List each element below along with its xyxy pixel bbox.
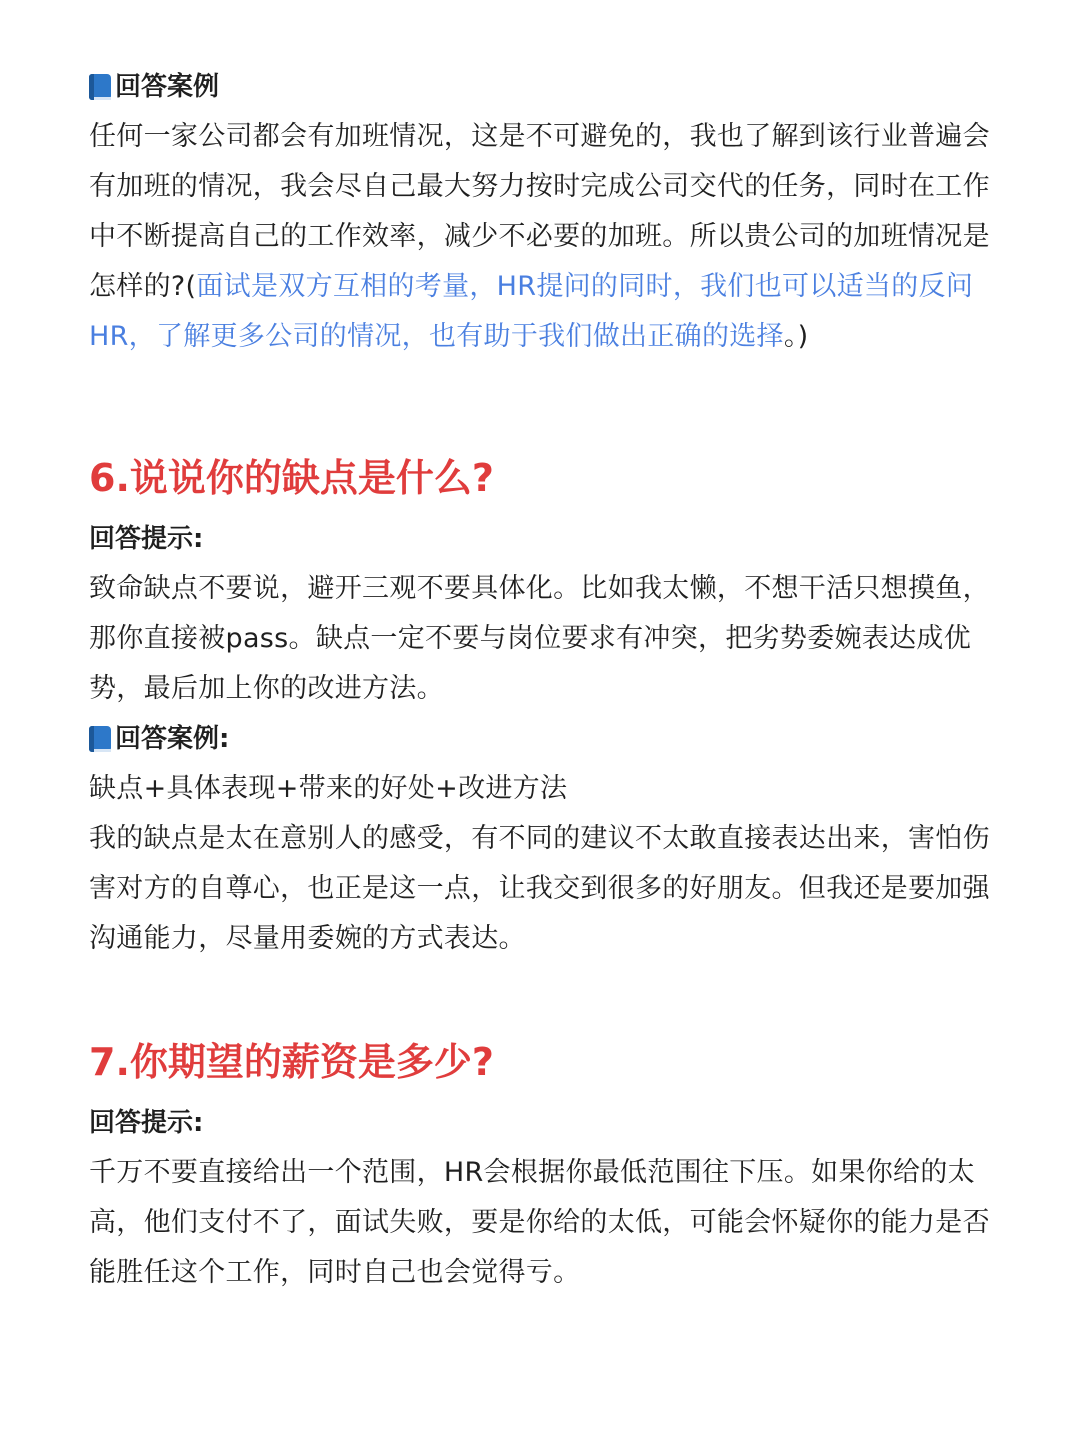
answer-example-label [89, 714, 994, 764]
paragraph-line-mixed [89, 312, 994, 362]
answer-hint-text: 回答提示: [89, 524, 204, 554]
paragraph-line: 千万不要直接给出一个范围，HR会根据你最低范围往下压。如果你给的太 [89, 1157, 975, 1188]
answer-example-text: 回答案例: [115, 724, 230, 754]
paragraph-line: 我的缺点是太在意别人的感受，有不同的建议不太敢直接表达出来，害怕伤 [89, 823, 990, 854]
blue-book-icon [89, 726, 111, 752]
paragraph-line: 害对方的自尊心，也正是这一点，让我交到很多的好朋友。但我还是要加强 [89, 873, 990, 904]
highlighted-note: 面试是双方互相的考量，HR提问的同时，我们也可以适当的反问 [196, 271, 974, 302]
paragraph-line-mixed [89, 262, 994, 312]
paragraph-text: 怎样的?( [89, 271, 197, 302]
paragraph-line: 势，最后加上你的改进方法。 [89, 673, 444, 704]
blue-book-icon [89, 74, 111, 100]
paragraph-line: 有加班的情况，我会尽自己最大努力按时完成公司交代的任务，同时在工作 [89, 171, 990, 202]
answer-hint-label [89, 514, 994, 564]
paragraph-line: 那你直接被pass。缺点一定不要与岗位要求有冲突，把劣势委婉表达成优 [89, 623, 972, 654]
question-7-title: 7.你期望的薪资是多少? [89, 1040, 494, 1084]
highlighted-note: HR，了解更多公司的情况，也有助于我们做出正确的选择 [89, 321, 784, 352]
paragraph-line: 缺点+具体表现+带来的好处+改进方法 [89, 773, 568, 804]
answer-example-label [89, 62, 994, 112]
paragraph-line: 能胜任这个工作，同时自己也会觉得亏。 [89, 1257, 581, 1288]
paragraph-line: 高，他们支付不了，面试失败，要是你给的太低，可能会怀疑你的能力是否 [89, 1207, 990, 1238]
answer-hint-label [89, 1098, 994, 1148]
question-6-title: 6.说说你的缺点是什么? [89, 456, 494, 500]
paragraph-line: 致命缺点不要说，避开三观不要具体化。比如我太懒，不想干活只想摸鱼， [89, 573, 990, 604]
answer-hint-text: 回答提示: [89, 1108, 204, 1138]
paragraph-text: 。) [783, 321, 809, 352]
article [89, 62, 994, 1298]
paragraph-line: 中不断提高自己的工作效率，减少不必要的加班。所以贵公司的加班情况是 [89, 221, 990, 252]
answer-example-text: 回答案例 [115, 72, 220, 102]
paragraph-line: 任何一家公司都会有加班情况，这是不可避免的，我也了解到该行业普遍会 [89, 121, 990, 152]
paragraph-line: 沟通能力，尽量用委婉的方式表达。 [89, 923, 526, 954]
